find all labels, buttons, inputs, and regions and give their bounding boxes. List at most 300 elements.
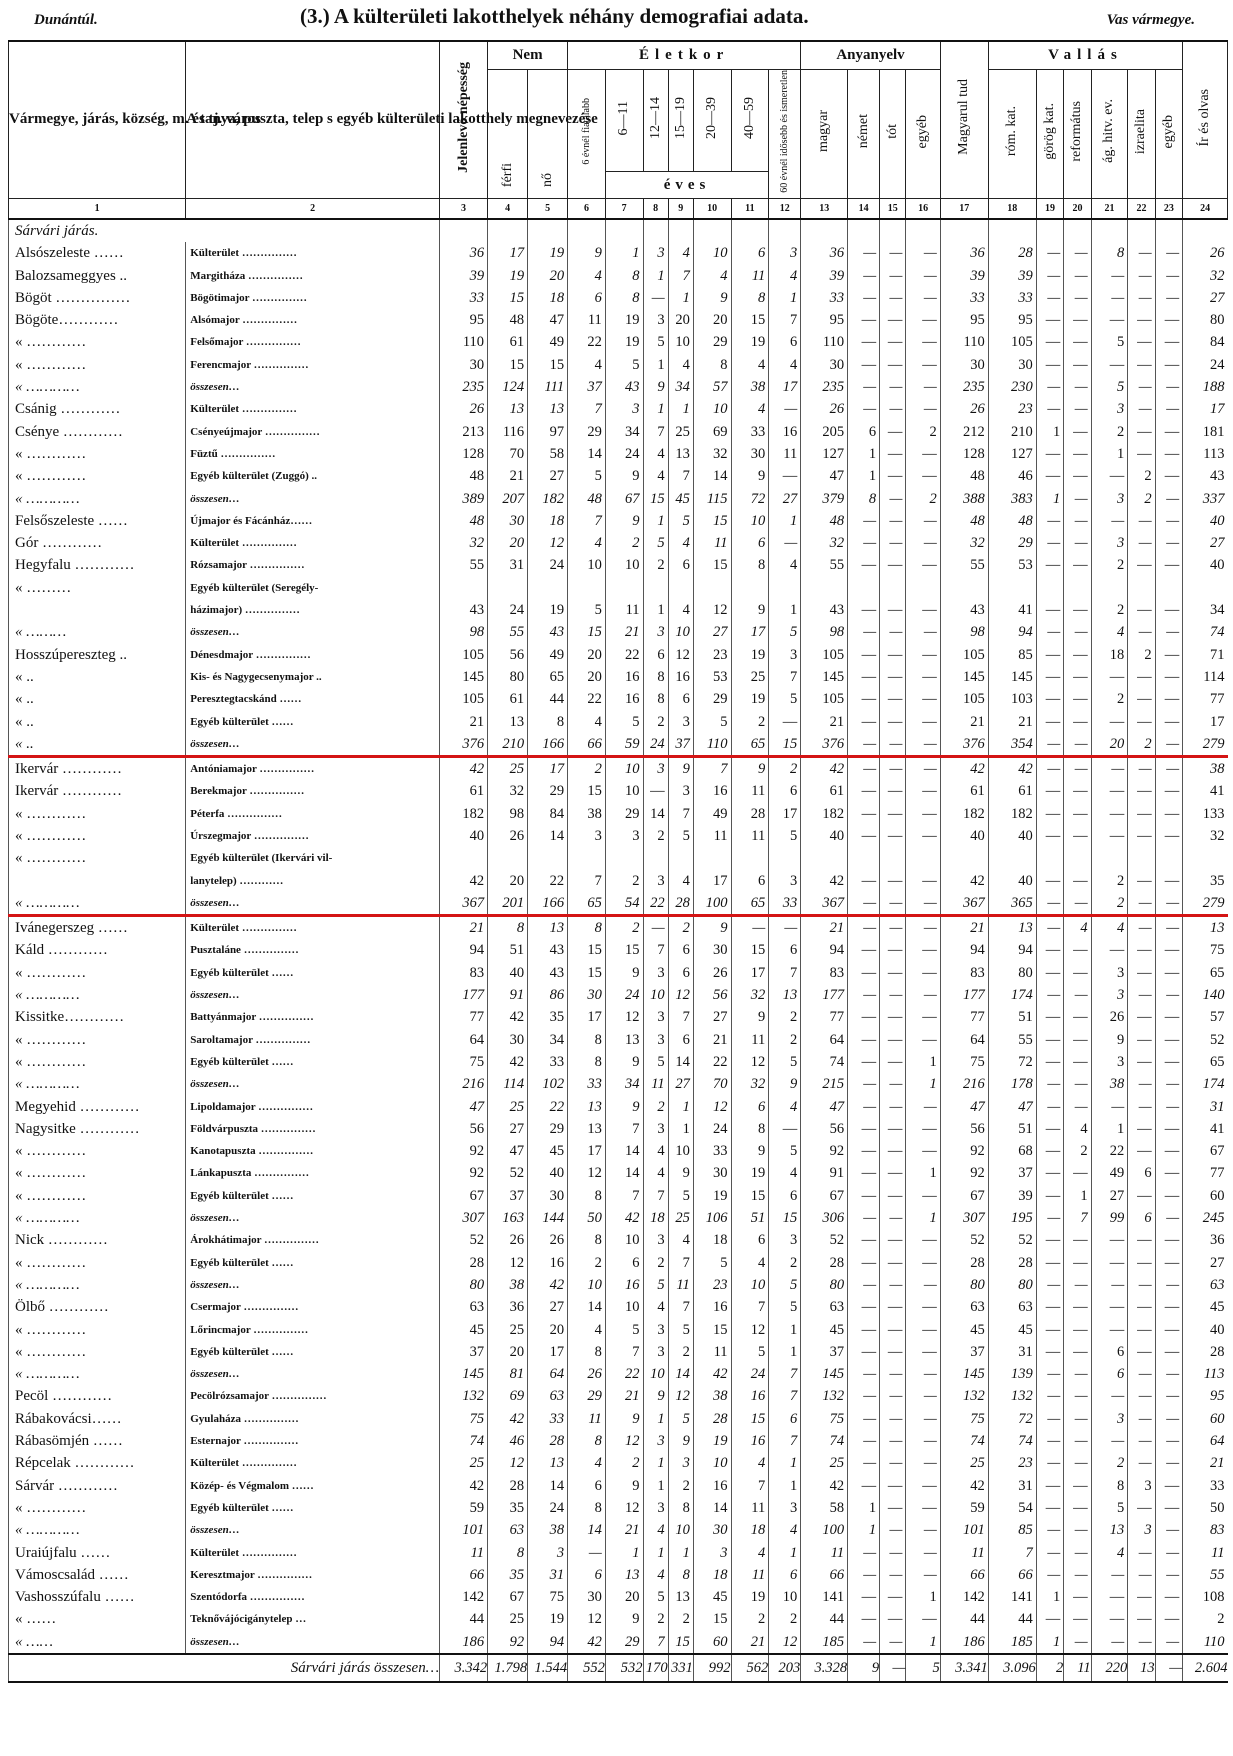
table-cell: 4 bbox=[731, 1452, 769, 1474]
table-cell: 132 bbox=[440, 1385, 488, 1407]
table-cell: 92 bbox=[940, 1140, 988, 1162]
table-cell: 2 bbox=[906, 421, 940, 443]
municipality-cell: « ………… bbox=[9, 847, 186, 869]
table-cell: 144 bbox=[528, 1207, 568, 1229]
total-cell: 1.544 bbox=[528, 1654, 568, 1682]
table-cell: 367 bbox=[440, 892, 488, 916]
table-cell: — bbox=[1064, 599, 1091, 621]
table-cell: — bbox=[1091, 1385, 1128, 1407]
table-cell: — bbox=[1036, 242, 1063, 264]
municipality-cell: « ………… bbox=[9, 331, 186, 353]
table-cell: — bbox=[1064, 264, 1091, 286]
table-cell: 49 bbox=[528, 643, 568, 665]
table-cell: 3 bbox=[643, 1497, 668, 1519]
table-cell: 26 bbox=[693, 962, 731, 984]
table-cell: 5 bbox=[1091, 1497, 1128, 1519]
table-cell: 30 bbox=[988, 354, 1036, 376]
table-cell: — bbox=[906, 510, 940, 532]
table-cell: 15 bbox=[769, 1207, 801, 1229]
table-cell: — bbox=[1091, 710, 1128, 732]
table-cell: 59 bbox=[940, 1497, 988, 1519]
table-cell: 23 bbox=[693, 643, 731, 665]
table-cell: 3 bbox=[643, 1430, 668, 1452]
table-cell: 6 bbox=[568, 1564, 606, 1586]
table-cell: — bbox=[906, 309, 940, 331]
table-cell: 34 bbox=[668, 376, 693, 398]
place-name-cell: Külterület …………… bbox=[186, 916, 440, 940]
table-cell: 26 bbox=[488, 825, 528, 847]
table-cell: 4 bbox=[769, 354, 801, 376]
table-cell: — bbox=[1091, 780, 1128, 802]
table-cell: 6 bbox=[605, 1252, 643, 1274]
table-cell: 53 bbox=[988, 554, 1036, 576]
table-cell: 30 bbox=[488, 1029, 528, 1051]
table-cell: 163 bbox=[488, 1207, 528, 1229]
table-cell: 22 bbox=[568, 331, 606, 353]
table-cell: — bbox=[1155, 532, 1183, 554]
total-cell: 552 bbox=[568, 1654, 606, 1682]
table-cell: 19 bbox=[488, 264, 528, 286]
table-cell: 186 bbox=[440, 1631, 488, 1654]
table-cell: — bbox=[906, 1252, 940, 1274]
table-cell bbox=[731, 219, 769, 242]
table-cell: — bbox=[848, 1430, 880, 1452]
table-cell: 24 bbox=[643, 733, 668, 757]
col-header-21: ág. hitv. ev. bbox=[1091, 70, 1128, 199]
table-cell: 19 bbox=[528, 242, 568, 264]
table-cell: — bbox=[1155, 1051, 1183, 1073]
table-cell: — bbox=[1155, 825, 1183, 847]
table-cell: 30 bbox=[940, 354, 988, 376]
table-cell: 68 bbox=[988, 1140, 1036, 1162]
column-number: 5 bbox=[528, 198, 568, 219]
table-cell: — bbox=[1036, 1185, 1063, 1207]
table-cell: — bbox=[880, 287, 906, 309]
place-name-cell: összesen… bbox=[186, 892, 440, 916]
table-cell: 8 bbox=[568, 1051, 606, 1073]
municipality-cell: « ……… bbox=[9, 577, 186, 599]
municipality-cell: Megyehid ………… bbox=[9, 1095, 186, 1117]
table-cell: 245 bbox=[1183, 1207, 1228, 1229]
table-cell: 57 bbox=[1183, 1006, 1228, 1028]
column-number: 12 bbox=[769, 198, 801, 219]
table-cell: — bbox=[848, 1631, 880, 1654]
table-cell: 2 bbox=[1064, 1140, 1091, 1162]
table-cell: — bbox=[880, 510, 906, 532]
table-cell: 16 bbox=[693, 780, 731, 802]
municipality-cell: « ………… bbox=[9, 892, 186, 916]
table-cell: — bbox=[769, 710, 801, 732]
municipality-cell: Kissitke………… bbox=[9, 1006, 186, 1028]
table-cell: 42 bbox=[440, 756, 488, 780]
table-cell: — bbox=[848, 376, 880, 398]
col-header-3: Jelenlevő népesség bbox=[440, 41, 488, 198]
table-cell: — bbox=[906, 1474, 940, 1496]
table-cell: 45 bbox=[940, 1318, 988, 1340]
table-cell: 32 bbox=[1183, 264, 1228, 286]
table-cell: 5 bbox=[605, 354, 643, 376]
municipality-cell: Répcelak ………… bbox=[9, 1452, 186, 1474]
table-cell: 28 bbox=[801, 1252, 848, 1274]
place-name-cell: összesen… bbox=[186, 1363, 440, 1385]
table-cell: 4 bbox=[668, 869, 693, 891]
place-name-cell: Külterület …………… bbox=[186, 398, 440, 420]
table-cell: 19 bbox=[693, 1185, 731, 1207]
table-cell: 43 bbox=[1183, 465, 1228, 487]
table-cell: 26 bbox=[440, 398, 488, 420]
table-row bbox=[9, 643, 1228, 665]
table-cell: — bbox=[643, 287, 668, 309]
place-name-cell: Egyéb külterület (Ikervári vil- bbox=[186, 847, 440, 869]
total-cell: 2 bbox=[1036, 1654, 1063, 1682]
table-cell: 41 bbox=[1183, 780, 1228, 802]
table-cell: 4 bbox=[668, 354, 693, 376]
table-row bbox=[9, 532, 1228, 554]
table-cell: — bbox=[769, 916, 801, 940]
table-row bbox=[9, 376, 1228, 398]
total-cell: 9 bbox=[848, 1654, 880, 1682]
place-name-cell: Csermajor …………… bbox=[186, 1296, 440, 1318]
table-cell: 10 bbox=[568, 554, 606, 576]
table-cell: 6 bbox=[668, 688, 693, 710]
table-cell: 94 bbox=[528, 1631, 568, 1654]
table-cell bbox=[1064, 219, 1091, 242]
table-cell: 12 bbox=[668, 643, 693, 665]
table-cell: 365 bbox=[988, 892, 1036, 916]
table-cell: 13 bbox=[1183, 916, 1228, 940]
table-cell: — bbox=[1064, 1586, 1091, 1608]
table-cell: 6 bbox=[668, 554, 693, 576]
table-cell: — bbox=[906, 666, 940, 688]
col-header-16: egyéb bbox=[906, 70, 940, 199]
table-cell: 3 bbox=[643, 1229, 668, 1251]
municipality-cell: « ………… bbox=[9, 354, 186, 376]
table-cell: 28 bbox=[668, 892, 693, 916]
table-cell: 29 bbox=[528, 780, 568, 802]
table-cell: 25 bbox=[668, 421, 693, 443]
table-cell: — bbox=[1155, 1318, 1183, 1340]
table-cell: 10 bbox=[769, 1586, 801, 1608]
table-cell: — bbox=[1091, 465, 1128, 487]
table-cell: 230 bbox=[988, 376, 1036, 398]
table-cell: — bbox=[848, 869, 880, 891]
table-cell: 25 bbox=[488, 1095, 528, 1117]
table-cell: 2 bbox=[906, 487, 940, 509]
table-cell: — bbox=[1064, 1541, 1091, 1563]
table-cell: 9 bbox=[568, 242, 606, 264]
table-cell: — bbox=[1064, 1631, 1091, 1654]
table-cell: — bbox=[1155, 1341, 1183, 1363]
table-row bbox=[9, 1541, 1228, 1563]
table-cell: 19 bbox=[693, 1430, 731, 1452]
table-cell: 61 bbox=[488, 688, 528, 710]
table-row bbox=[9, 1430, 1228, 1452]
table-cell: 3 bbox=[643, 1318, 668, 1340]
column-number: 10 bbox=[693, 198, 731, 219]
table-cell: 3 bbox=[643, 756, 668, 780]
table-cell: 15 bbox=[693, 510, 731, 532]
table-cell: 7 bbox=[568, 510, 606, 532]
table-cell: 27 bbox=[1183, 1252, 1228, 1274]
table-cell: 188 bbox=[1183, 376, 1228, 398]
table-cell: 92 bbox=[440, 1162, 488, 1184]
table-cell: 21 bbox=[488, 465, 528, 487]
table-cell: 43 bbox=[940, 599, 988, 621]
table-cell: 13 bbox=[488, 398, 528, 420]
table-cell: — bbox=[906, 892, 940, 916]
table-cell: 4 bbox=[693, 264, 731, 286]
table-cell: 10 bbox=[668, 1140, 693, 1162]
table-cell: — bbox=[880, 1519, 906, 1541]
place-name-cell: Lipoldamajor …………… bbox=[186, 1095, 440, 1117]
table-cell: — bbox=[1128, 1296, 1155, 1318]
table-cell: — bbox=[1128, 780, 1155, 802]
table-cell: — bbox=[1128, 1073, 1155, 1095]
table-cell: 1 bbox=[848, 1519, 880, 1541]
col-header-12: 60 évnél idősebb és ismeretlen bbox=[769, 70, 801, 199]
table-cell: 7 bbox=[693, 756, 731, 780]
table-cell: 113 bbox=[1183, 443, 1228, 465]
table-cell: — bbox=[880, 398, 906, 420]
table-cell bbox=[528, 577, 568, 599]
table-cell: 15 bbox=[731, 939, 769, 961]
table-cell: 6 bbox=[769, 1185, 801, 1207]
table-cell: — bbox=[848, 962, 880, 984]
table-cell: 80 bbox=[988, 1274, 1036, 1296]
table-cell: 39 bbox=[940, 264, 988, 286]
table-cell: 166 bbox=[528, 733, 568, 757]
table-cell: 3 bbox=[1091, 962, 1128, 984]
table-row bbox=[9, 1408, 1228, 1430]
table-cell: 11 bbox=[731, 1497, 769, 1519]
place-name-cell: összesen… bbox=[186, 487, 440, 509]
table-cell: 45 bbox=[693, 1586, 731, 1608]
table-cell bbox=[801, 219, 848, 242]
table-cell: 9 bbox=[643, 376, 668, 398]
table-cell: 182 bbox=[988, 803, 1036, 825]
table-cell: 7 bbox=[643, 939, 668, 961]
table-cell: — bbox=[1128, 510, 1155, 532]
table-cell: 12 bbox=[488, 1452, 528, 1474]
table-cell: 67 bbox=[605, 487, 643, 509]
table-cell: 14 bbox=[693, 465, 731, 487]
table-cell: 32 bbox=[801, 532, 848, 554]
table-cell: — bbox=[1064, 1385, 1091, 1407]
table-cell: — bbox=[1064, 1073, 1091, 1095]
table-cell: 42 bbox=[488, 1006, 528, 1028]
table-cell: 4 bbox=[643, 1564, 668, 1586]
place-name-cell: házimajor) …………… bbox=[186, 599, 440, 621]
place-name-cell: Úrszegmajor …………… bbox=[186, 825, 440, 847]
place-name-cell: Keresztmajor …………… bbox=[186, 1564, 440, 1586]
table-cell: 15 bbox=[769, 733, 801, 757]
table-cell: 5 bbox=[668, 510, 693, 532]
table-cell: — bbox=[1064, 984, 1091, 1006]
column-number: 14 bbox=[848, 198, 880, 219]
table-cell: 24 bbox=[731, 1363, 769, 1385]
table-cell bbox=[1155, 847, 1183, 869]
table-cell: 15 bbox=[568, 621, 606, 643]
table-cell: — bbox=[1036, 1341, 1063, 1363]
total-cell: 203 bbox=[769, 1654, 801, 1682]
table-cell: 22 bbox=[528, 869, 568, 891]
table-cell: 6 bbox=[731, 1095, 769, 1117]
table-cell: — bbox=[880, 1296, 906, 1318]
table-cell: 7 bbox=[643, 421, 668, 443]
table-cell: 16 bbox=[668, 666, 693, 688]
table-cell: — bbox=[848, 621, 880, 643]
table-cell: — bbox=[1064, 1608, 1091, 1630]
column-number: 16 bbox=[906, 198, 940, 219]
table-cell: — bbox=[1064, 710, 1091, 732]
table-cell: — bbox=[1036, 643, 1063, 665]
table-cell: 94 bbox=[988, 621, 1036, 643]
table-cell: — bbox=[848, 1229, 880, 1251]
table-cell: — bbox=[1155, 1296, 1183, 1318]
table-cell: 42 bbox=[801, 756, 848, 780]
table-cell: 5 bbox=[769, 1051, 801, 1073]
table-cell: 6 bbox=[848, 421, 880, 443]
table-cell: 30 bbox=[693, 1519, 731, 1541]
table-cell: 29 bbox=[605, 803, 643, 825]
table-cell: 10 bbox=[668, 331, 693, 353]
table-cell: 44 bbox=[940, 1608, 988, 1630]
table-cell: 17 bbox=[528, 1341, 568, 1363]
table-cell: — bbox=[848, 242, 880, 264]
table-cell: — bbox=[1128, 756, 1155, 780]
table-cell: 7 bbox=[769, 1430, 801, 1452]
table-cell: 74 bbox=[801, 1051, 848, 1073]
table-cell bbox=[769, 577, 801, 599]
table-cell: 4 bbox=[1064, 916, 1091, 940]
table-cell: 11 bbox=[643, 1073, 668, 1095]
table-cell: — bbox=[1128, 1452, 1155, 1474]
table-cell: 8 bbox=[568, 1430, 606, 1452]
table-cell: 17 bbox=[769, 376, 801, 398]
table-cell: — bbox=[1155, 465, 1183, 487]
table-cell: 33 bbox=[440, 287, 488, 309]
table-cell: 38 bbox=[1091, 1073, 1128, 1095]
table-cell: 65 bbox=[731, 733, 769, 757]
table-cell: 99 bbox=[1091, 1207, 1128, 1229]
table-cell: 8 bbox=[731, 554, 769, 576]
table-cell: — bbox=[1155, 756, 1183, 780]
table-cell: 63 bbox=[940, 1296, 988, 1318]
table-cell: — bbox=[880, 939, 906, 961]
table-row bbox=[9, 1385, 1228, 1407]
table-cell: 95 bbox=[801, 309, 848, 331]
table-cell: — bbox=[1155, 1363, 1183, 1385]
table-cell: 24 bbox=[528, 1497, 568, 1519]
table-cell: — bbox=[1128, 1363, 1155, 1385]
table-row bbox=[9, 1229, 1228, 1251]
table-cell: 27 bbox=[1091, 1185, 1128, 1207]
table-cell: 9 bbox=[668, 1430, 693, 1452]
table-cell: 3 bbox=[1091, 1408, 1128, 1430]
table-cell: — bbox=[906, 554, 940, 576]
table-cell: — bbox=[1091, 756, 1128, 780]
table-cell: 7 bbox=[643, 1631, 668, 1654]
table-cell: — bbox=[880, 1541, 906, 1563]
municipality-cell: « ………… bbox=[9, 1073, 186, 1095]
table-cell: — bbox=[848, 756, 880, 780]
table-cell: — bbox=[1064, 510, 1091, 532]
table-cell: — bbox=[880, 1430, 906, 1452]
table-cell: 21 bbox=[440, 710, 488, 732]
table-cell: 6 bbox=[769, 780, 801, 802]
total-cell: 3.328 bbox=[801, 1654, 848, 1682]
table-cell: 103 bbox=[988, 688, 1036, 710]
table-cell: 83 bbox=[440, 962, 488, 984]
table-cell: — bbox=[906, 264, 940, 286]
table-cell: 66 bbox=[988, 1564, 1036, 1586]
table-cell: — bbox=[880, 1452, 906, 1474]
table-cell: 66 bbox=[940, 1564, 988, 1586]
table-cell: 75 bbox=[440, 1408, 488, 1430]
table-cell: 9 bbox=[693, 916, 731, 940]
table-cell: 67 bbox=[801, 1185, 848, 1207]
table-cell: 210 bbox=[988, 421, 1036, 443]
place-name-cell: Külterület …………… bbox=[186, 242, 440, 264]
table-cell bbox=[440, 847, 488, 869]
table-cell: 33 bbox=[528, 1408, 568, 1430]
table-cell: — bbox=[906, 1541, 940, 1563]
table-cell: 18 bbox=[693, 1229, 731, 1251]
table-cell: — bbox=[1036, 1452, 1063, 1474]
table-cell: 52 bbox=[940, 1229, 988, 1251]
table-cell bbox=[488, 577, 528, 599]
table-cell: 337 bbox=[1183, 487, 1228, 509]
table-cell: 11 bbox=[668, 1274, 693, 1296]
table-cell: 2 bbox=[1128, 733, 1155, 757]
table-cell: 42 bbox=[940, 1474, 988, 1496]
column-number: 9 bbox=[668, 198, 693, 219]
table-cell bbox=[528, 847, 568, 869]
table-cell: — bbox=[1091, 264, 1128, 286]
table-row bbox=[9, 1029, 1228, 1051]
table-cell: — bbox=[880, 554, 906, 576]
table-cell bbox=[668, 577, 693, 599]
table-cell: — bbox=[1036, 1073, 1063, 1095]
table-cell: 20 bbox=[488, 869, 528, 891]
table-cell: 22 bbox=[643, 892, 668, 916]
table-cell: 15 bbox=[693, 1608, 731, 1630]
table-cell: 105 bbox=[440, 643, 488, 665]
table-cell: 27 bbox=[693, 1006, 731, 1028]
table-cell: — bbox=[906, 1341, 940, 1363]
table-cell: 7 bbox=[668, 1296, 693, 1318]
table-cell: 91 bbox=[801, 1162, 848, 1184]
place-name-cell: Kis- és Nagygecsenymajor .. bbox=[186, 666, 440, 688]
table-cell: — bbox=[880, 1408, 906, 1430]
place-name-cell: Esternajor …………… bbox=[186, 1430, 440, 1452]
table-cell: 24 bbox=[605, 443, 643, 465]
table-cell: 25 bbox=[488, 1608, 528, 1630]
running-head-right: Vas vármegye. bbox=[1106, 12, 1195, 28]
table-cell: 91 bbox=[488, 984, 528, 1006]
table-cell: 20 bbox=[528, 1318, 568, 1340]
table-cell: 4 bbox=[643, 465, 668, 487]
table-cell: 74 bbox=[1183, 621, 1228, 643]
table-cell: 105 bbox=[801, 688, 848, 710]
table-cell: — bbox=[1155, 1207, 1183, 1229]
table-cell: 1 bbox=[906, 1073, 940, 1095]
table-cell: 38 bbox=[1183, 756, 1228, 780]
table-cell: — bbox=[848, 1006, 880, 1028]
table-cell: 4 bbox=[668, 532, 693, 554]
municipality-cell: Rábakovácsi…… bbox=[9, 1408, 186, 1430]
table-cell: — bbox=[1064, 780, 1091, 802]
